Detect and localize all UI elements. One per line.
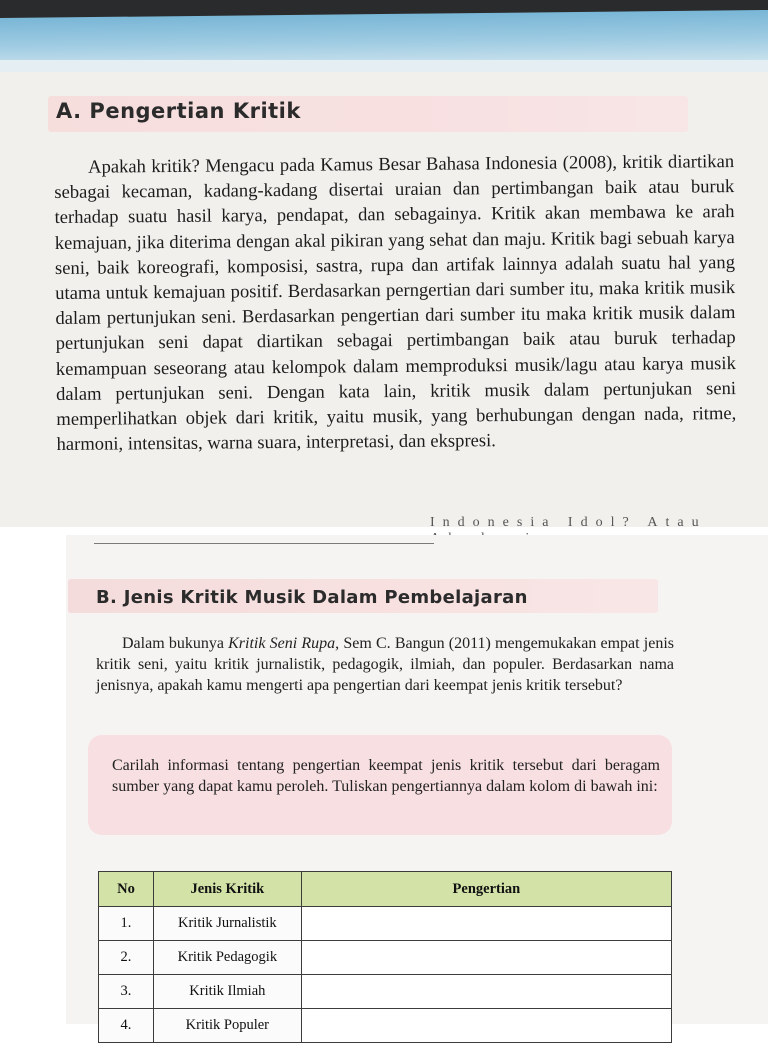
critique-types-table [98,871,672,1043]
paragraph-text-end: , Sem C. Bangun (2011) mengemukakan empat jenis kritik seni, yaitu kritik jurnalistik, pedagogik, ilmiah, dan populer. Berdasarkan nama jenisnya, apakah kamu mengerti apa pengertian dari keempat jenis kritik tersebut? [96,635,675,694]
section-a-paragraph: Apakah kritik? Mengacu pada Kamus Besar Bahasa Indonesia (2008), kritik diartikan sebagai kecaman, kadang-kadang disertai uraian dan pertimbangan baik atau buruk terhadap suatu hasil karya, pendapat, dan sebagainya. Kritik akan membawa ke arah kemajuan, jika diterima dengan akal pikiran yang sehat dan maju. Kritik bagi sebuah karya seni, baik koreografi, komposisi, sastra, rupa dan artifak lainnya adalah suatu hal yang utama untuk kemajuan positif. Berdasarkan perngertian dari sumber itu, maka kritik musik dalam pertunjukan seni. Berdasarkan pengertian dari sumber itu maka kritik musik dalam pertunjukan seni dapat diartikan sebagai pertimbangan baik atau buruk terhadap kemampuan seseorang atau kelompok dalam memproduksi musik/lagu atau karya musik dalam pertunjukan seni. Dengan kata lain, kritik musik dalam pertunjukan seni memperlihatkan objek dari kritik, yaitu musik, yang berhubungan dengan nada, ritme, harmoni, intensitas, warna suara, interpretasi, dan ekspresi. [54,151,737,456]
cut-off-text: Indonesia Idol? Atau [430,515,707,530]
row-jenis: Kritik Pedagogik [153,941,301,975]
book-title: Kritik Seni Rupa [228,635,336,652]
table-row [99,975,672,1009]
row-pengertian-cell[interactable] [301,975,671,1009]
row-pengertian-cell[interactable] [301,1009,671,1043]
table-row [99,907,672,941]
divider-line [94,543,434,544]
row-number: 3. [99,975,154,1009]
decorative-header-band-light [0,60,768,72]
table-row [99,941,672,975]
section-b-paragraph [96,633,674,696]
section-a-heading: A. Pengertian Kritik [56,99,301,123]
row-pengertian-cell[interactable] [301,907,671,941]
header-jenis-kritik: Jenis Kritik [153,872,301,907]
row-number: 2. [99,941,154,975]
header-no: No [99,872,154,907]
activity-box-text: Carilah informasi tentang pengertian keempat jenis kritik tersebut dari beragam sumber yang dapat kamu peroleh. Tuliskan pengertiannya dalam kolom di bawah ini: [112,757,660,795]
row-number: 4. [99,1009,154,1043]
row-jenis: Kritik Ilmiah [153,975,301,1009]
table-row [99,1009,672,1043]
row-number: 1. [99,907,154,941]
section-b-heading: B. Jenis Kritik Musik Dalam Pembelajaran [96,587,528,608]
table-header-row [99,872,672,907]
bottom-page-photo [66,535,768,1033]
paragraph-text-start: Dalam bukunya [122,635,229,652]
row-jenis: Kritik Populer [153,1009,301,1043]
row-pengertian-cell[interactable] [301,941,671,975]
row-jenis: Kritik Jurnalistik [153,907,301,941]
header-pengertian: Pengertian [301,872,671,907]
